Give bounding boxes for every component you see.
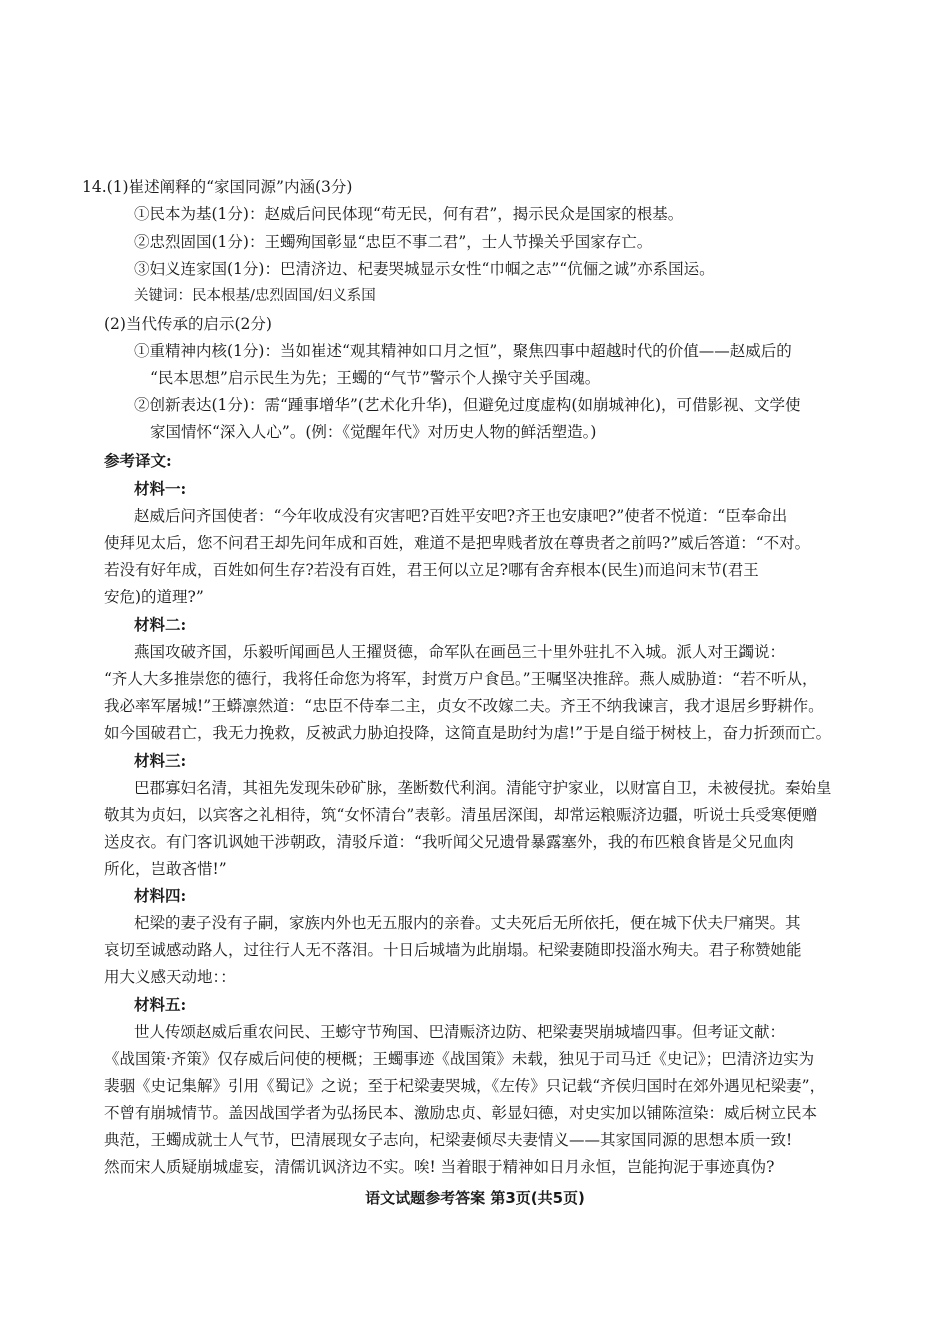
material-5-line: 典范，王蠋成就士人气节，巴清展现女子志向，杞梁妻倾尽夫妻情义——其家国同源的思想本质一致! <box>104 1131 793 1149</box>
material-5-line: 裴骃《史记集解》引用《蜀记》之说；至于杞梁妻哭城，《左传》只记载“齐侯归国时在郊外遇见杞梁妻”， <box>104 1077 826 1095</box>
q14-part2-title: (2)当代传承的启示(2分) <box>104 315 272 333</box>
material-4-line: 用大义感天动地：： <box>104 968 236 986</box>
material-4-line: 杞梁的妻子没有子嗣，家族内外也无五服内的亲眷。丈夫死后无所依托，便在城下伏夫尸痛哭。其 <box>134 914 801 932</box>
p2-item1-line1: ①重精神内核(1分)：当如崔述“观其精神如口月之恒”，聚焦四事中超越时代的价值——赵威后的 <box>134 342 792 360</box>
p2-item2-line1: ②创新表达(1分)：需“踵事增华”(艺术化升华)，但避免过度虚构(如崩城神化)，可借影视、文学使 <box>134 396 801 414</box>
material-1-line: 赵威后问齐国使者：“今年收成没有灾害吧?百姓平安吧?齐王也安康吧?”使者不悦道：“臣奉命出 <box>134 507 788 525</box>
p2-item1-line2: “民本思想”启示民生为先；王蠋的“气节”警示个人操守关乎国魂。 <box>150 369 601 387</box>
material-2-title: 材料二: <box>134 615 187 634</box>
material-1-title: 材料一: <box>134 479 187 498</box>
translation-heading: 参考译文: <box>104 451 172 470</box>
p1-keywords: 关键词：民本根基/忠烈固国/妇义系国 <box>134 288 376 304</box>
p2-item2-line2: 家国情怀“深入人心”。(例：《觉醒年代》对历史人物的鲜活塑造。) <box>150 423 597 441</box>
material-1-line: 使拜见太后，您不问君王却先问年成和百姓，难道不是把卑贱者放在尊贵者之前吗?”威后答道：“不对。 <box>104 534 811 552</box>
material-4-line: 哀切至诚感动路人，过往行人无不落泪。十日后城墙为此崩塌。杞梁妻随即投淄水殉夫。君子称赞她能 <box>104 941 802 959</box>
material-5-line: 世人传颂赵威后重农问民、王蟛守节殉国、巴清赈济边防、杷梁妻哭崩城墙四事。但考证文献： <box>134 1023 786 1041</box>
material-5-title: 材料五: <box>134 995 187 1014</box>
material-3-line: 巴郡寡妇名清，其祖先发现朱砂矿脉，垄断数代利润。清能守护家业，以财富自卫，未被侵扰。秦始皇 <box>134 779 832 797</box>
material-4-title: 材料四: <box>134 886 187 905</box>
material-5-line: 《战国策·齐策》仅存威后问使的梗概；王蠋事迹《战国策》未载，独见于司马迁《史记》；巴清济边实为 <box>104 1050 815 1068</box>
material-3-line: 所化，岂敢吝惜!” <box>104 860 227 878</box>
p1-item1: ①民本为基(1分)：赵威后问民体现“苟无民，何有君”，揭示民众是国家的根基。 <box>134 205 684 223</box>
material-3-title: 材料三: <box>134 751 187 770</box>
p1-item3: ③妇义连家国(1分)：巴清济边、杞妻哭城显示女性“巾帼之志”“伉俪之诚”亦系国运。 <box>134 260 715 278</box>
material-1-line: 安危)的道理?” <box>104 588 204 606</box>
material-2-line: 如今国破君亡，我无力挽救，反被武力胁迫投降，这简直是助纣为虐!”于是自缢于树枝上，奋力折颈而亡。 <box>104 724 832 742</box>
material-5-line: 不曾有崩城情节。盖因战国学者为弘扬民本、激励忠贞、彰显妇德，对史实加以铺陈渲染：威后树立民本 <box>104 1104 818 1122</box>
material-2-line: 我必率军屠城!”王蟒凛然道：“忠臣不侍奉二主，贞女不改嫁二夫。齐王不纳我谏言，我才退居乡野耕作。 <box>104 697 824 715</box>
material-2-line: “齐人大多推崇您的德行，我将任命您为将军，封赏万户食邑。”王嘱坚决推辞。燕人威胁道：“若不听从， <box>104 670 818 688</box>
material-3-line: 敬其为贞妇，以宾客之礼相待，筑“女怀清台”表彰。清虽居深闺，却常运粮赈济边疆，听说士兵受寒便赠 <box>104 806 818 824</box>
p1-item2: ②忠烈固国(1分)：王蠋殉国彰显“忠臣不事二君”，士人节操关乎国家存亡。 <box>134 233 653 251</box>
q14-part1-title: 14.(1)崔述阐释的“家国同源”内涵(3分) <box>82 178 353 196</box>
material-3-line: 送皮衣。有门客讥讽她干涉朝政，清驳斥道：“我听闻父兄遗骨暴露塞外，我的布匹粮食皆是父兄血肉 <box>104 833 794 851</box>
material-5-line: 然而宋人质疑崩城虚妄，清儒讥讽济边不实。唉! 当着眼于精神如日月永恒，岂能拘泥于事迹真伪? <box>104 1158 775 1176</box>
page-footer: 语文试题参考答案 第3页(共5页) <box>365 1189 585 1207</box>
material-1-line: 若没有好年成，百姓如何生存?若没有百姓，君王何以立足?哪有舍弃根本(民生)而追问末节(君王 <box>104 561 759 579</box>
material-2-line: 燕国攻破齐国，乐毅听闻画邑人王擢贤德，命军队在画邑三十里外驻扎不入城。派人对王蠲说： <box>134 643 786 661</box>
